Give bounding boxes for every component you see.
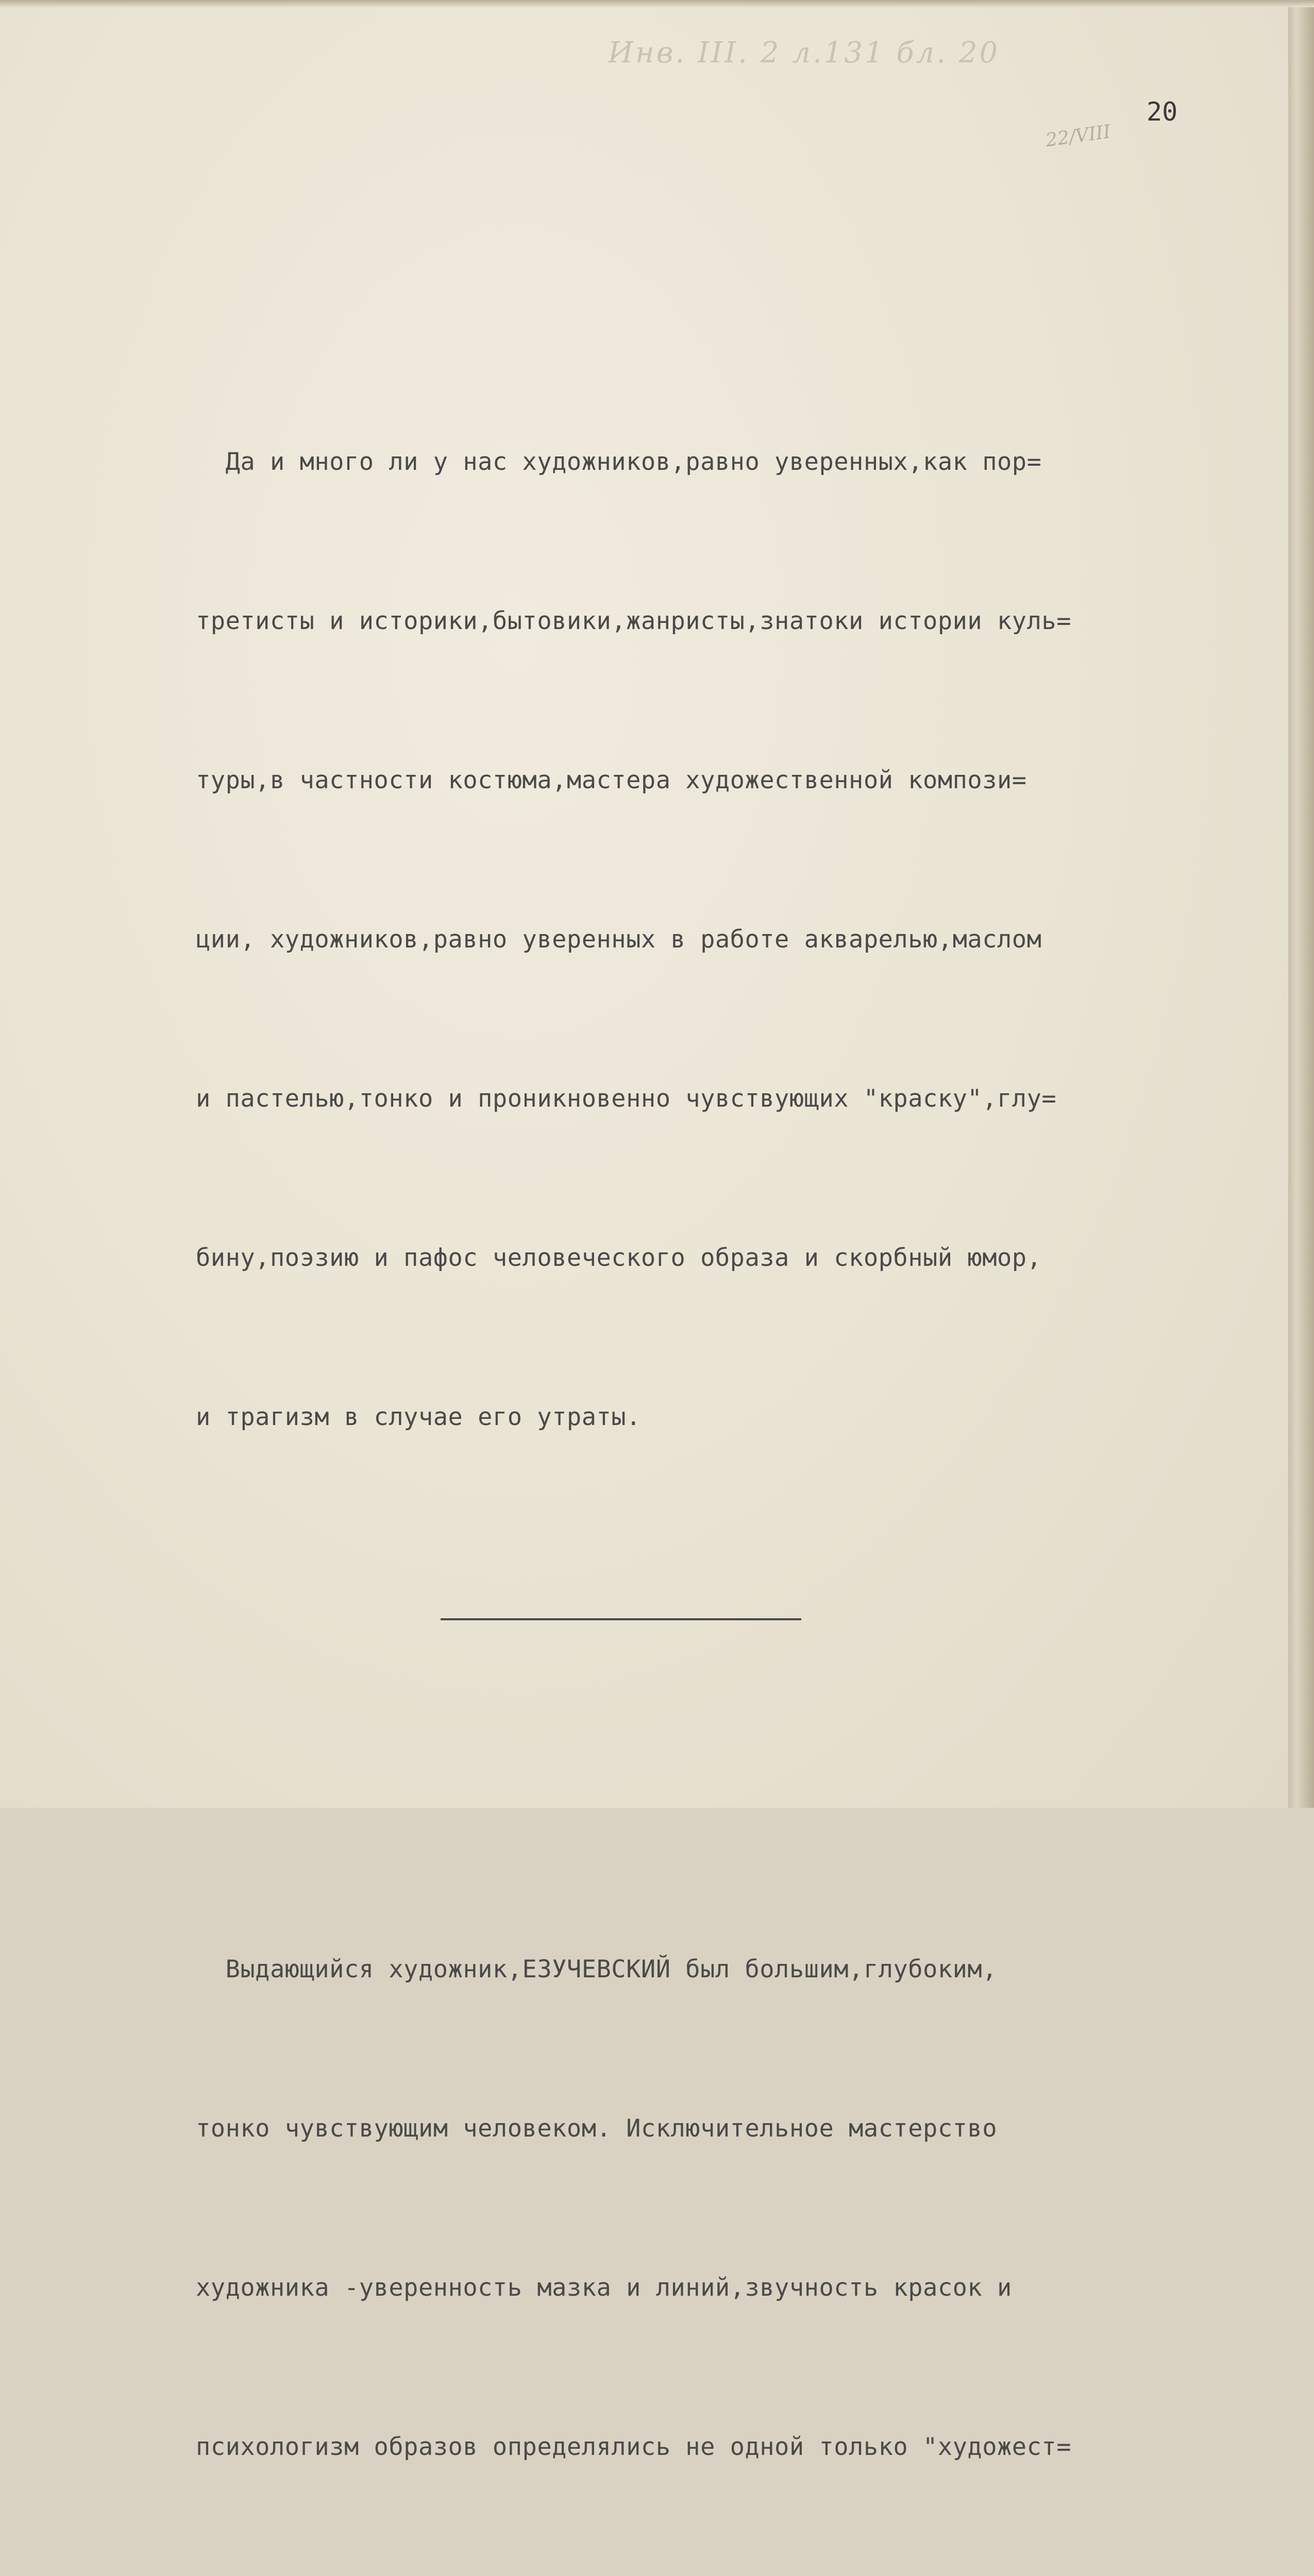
closing-rule [441, 1618, 801, 1620]
text-line: ции, художников,равно уверенных в работе акварелью,маслом [196, 925, 1042, 954]
paragraph-2 [196, 1837, 1247, 2576]
text-line: и пастелью,тонко и проникновенно чувствующих "краску",глу= [196, 1084, 1057, 1113]
page-stack-edge [1288, 0, 1314, 1808]
paragraph-gap [196, 1656, 1247, 1677]
text-line: и трагизм в случае его утраты. [196, 1403, 641, 1431]
text-line: тонко чувствующим человеком. Исключительное мастерство [196, 2114, 998, 2143]
pencil-corner-mark: 22/VIII [1044, 121, 1112, 151]
typewritten-text [196, 170, 1247, 2576]
text-line: бину,поэзию и пафос человеческого образа и скорбный юмор, [196, 1244, 1042, 1272]
text-line: художника -уверенность мазка и линий,звучность красок и [196, 2274, 1012, 2302]
text-line: Да и много ли у нас художников,равно уверенных,как пор= [196, 448, 1042, 476]
paragraph-1 [196, 329, 1247, 1550]
page-number: 20 [1147, 97, 1178, 127]
text-line: туры,в частности костюма,мастера художественной компози= [196, 766, 1027, 794]
text-line: психологизм образов определялись не одной только "художест= [196, 2433, 1071, 2461]
text-line: Выдающийся художник,ЕЗУЧЕВСКИЙ был большим,глубоким, [196, 1955, 998, 1984]
text-line: третисты и историки,бытовики,жанристы,знатоки истории куль= [196, 607, 1071, 635]
page-top-edge [0, 0, 1314, 7]
archive-pencil-note: Инв. ІІІ. 2 л.131 бл. 20 [608, 36, 1000, 70]
